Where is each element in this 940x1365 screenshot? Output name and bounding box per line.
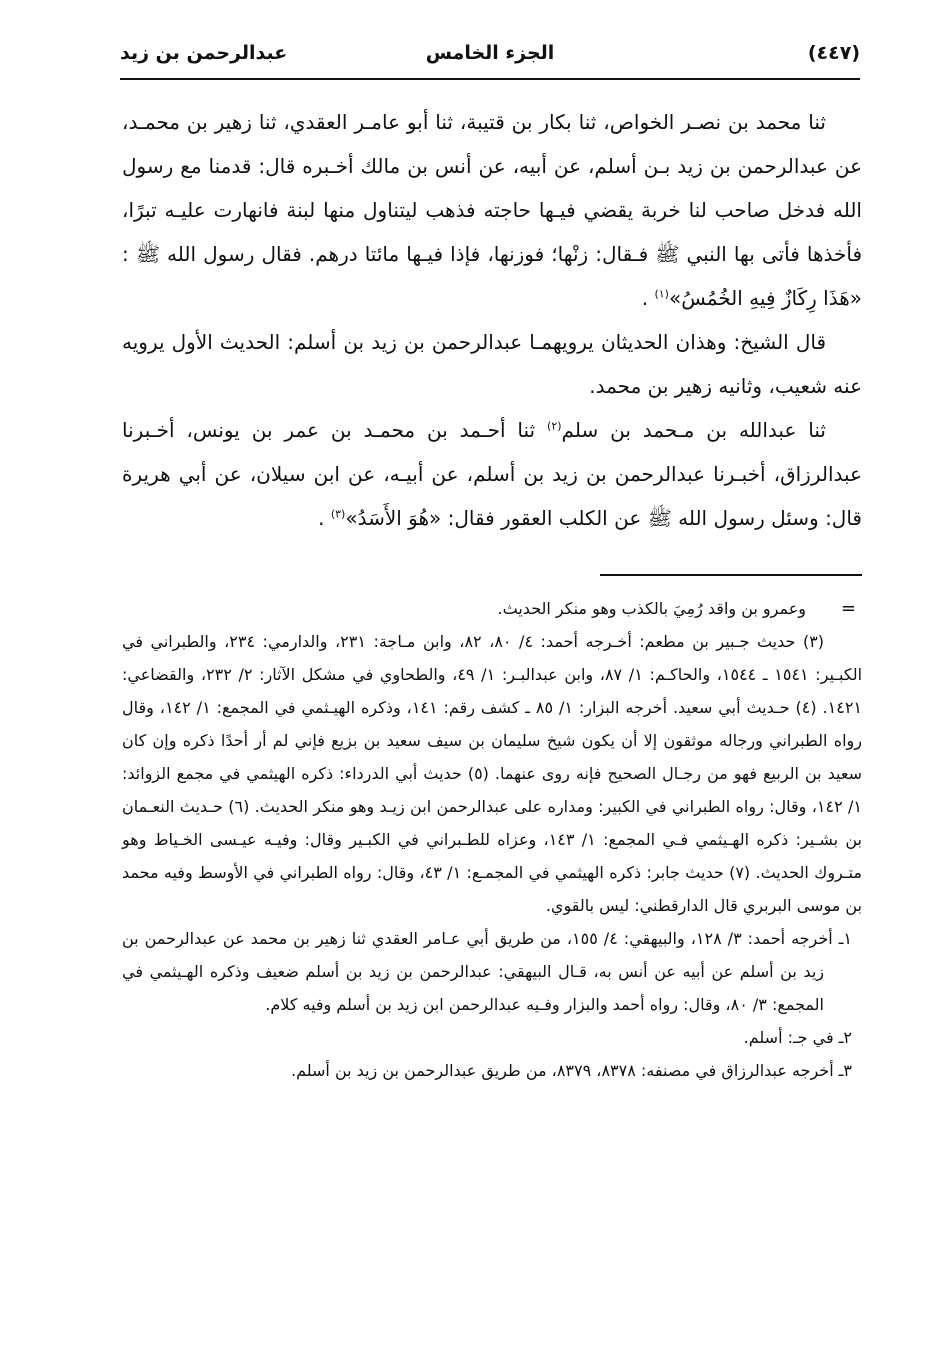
hadith-paragraph-1: ثنا محمد بن نصـر الخواص، ثنا بكار بن قتيبة، ثنا أبو عامـر العقدي، ثنا زهير بن محمـد، عن عبدالرحمن بن زيد بـن أسلم، عن أبيه، عن أنس بن مالك أخـبره قال: قدمنا مع رسول الله فدخل صاحب لنا خربة يقضي فيـها حاجته فذهب ليتناول منها لبنة فانهارت عليـه تبرًا، فأخذها فأتى بها النبي ﷺ فـقال: زنْها؛ فوزنها، فإذا فيـها مائتا درهم. فقال رسول الله ﷺ : «هَذَا رِكَازٌ فِيهِ الخُمُسُ»$^{(١)}$ . <box>122 110 862 310</box>
footnotes <box>122 592 862 1087</box>
footnote-divider <box>600 574 862 576</box>
footnote-ref-3: (٣) <box>330 507 346 521</box>
page-number: (٤٤٧) <box>807 42 860 64</box>
hadith-2-chain-start: ثنا عبدالله بن مـحمد بن سلم <box>561 418 826 442</box>
page-header <box>120 38 860 86</box>
hadith-paragraph-2: ثنا عبدالله بن مـحمد بن سلم$^{(٢)}$ ثنا أحـمد بن محمـد بن عمر بن يونس، أخـبرنا عبدالرزاق، أخبـرنا عبدالرحمن بن زيد بن أسلم، عن أبيـه، عن ابن سيلان، عن أبي هريرة قال: وسئل رسول الله ﷺ عن الكلب العقور فقال: «هُوَ الأَسَدُ»$^{(٣)}$ . <box>122 418 862 530</box>
footnote-2: ٢ـ في جـ: أسلم. <box>743 1028 852 1047</box>
header-divider <box>120 78 860 80</box>
hadith-1-text: ثنا محمد بن نصـر الخواص، ثنا بكار بن قتيبة، ثنا أبو عامـر العقدي، ثنا زهير بن محمـد، عن عبدالرحمن بن زيد بـن أسلم، عن أبيه، عن أنس بن مالك أخـبره قال: قدمنا مع رسول الله فدخل صاحب لنا خربة يقضي فيـها حاجته فذهب ليتناول منها لبنة فانهارت عليـه تبرًا، فأخذها فأتى بها النبي ﷺ فـقال: زنْها؛ فوزنها، فإذا فيـها مائتا درهم. فقال رسول الله ﷺ : «هَذَا رِكَازٌ فِيهِ الخُمُسُ» <box>122 110 862 310</box>
footnote-ref-2: (٢) <box>547 419 562 433</box>
main-text <box>122 100 862 540</box>
volume-title: الجزء الخامس <box>425 42 555 64</box>
sheikh-comment-paragraph: قال الشيخ: وهذان الحديثان يرويهمـا عبدالرحمن بن زيد بن أسلم: الحديث الأول يرويه عنه شعيب، وثانيه زهير بن محمد. <box>122 330 862 398</box>
previous-page-notes: (٣) حديث جـبير بن مطعم: أخـرجه أحمد: ٤/ ٨٠، ٨٢، وابن مـاجة: ٢٣١، والدارمي: ٢٣٤، والطبراني في الكبـير: ١٥٤١ ـ ١٥٤٤، والحاكـم: ١/ ٨٧، وابن عبدالبـر: ١/ ٤٩، والطحاوي في مشكل الآثار: ٢/ ٢٣٢، والقضاعي: ١٤٢١. (٤) حـديث أبي سعيد. أخرجه البزار: ١/ ٨٥ ـ كشف رقم: ١٤١، وذكره الهيـثمي في المجمع: ١/ ١٤٢، وقال رواه الطبراني ورجاله موثقون إلا أن يكون شيخ سليمان بن سيف سعيد بن بزيع فإني لم أر أحدًا ذكره وإن كان سعيد بن الربيع فهو من رجـال الصحيح فإنه روى عنهما. (٥) حديث أبي الدرداء: ذكره الهيثمي في مجمع الزوائد: ١/ ١٤٢، وقال: رواه الطبراني في الكبير: ومداره على عبدالرحمن ابن زيـد وهو منكر الحديث. (٦) حـديث النعـمان بن بشـير: ذكره الهـيثمي فـي المجمع: ١/ ١٤٣، وعزاه للطـبراني في الكبـير وقال: وفيـه عيـسى الخـياط وهو متـروك الحديث. (٧) حديث جابر: ذكره الهيثمي في المجمـع: ١/ ٤٣، وقال: رواه الطبراني في الأوسط وفيه محمد بن موسى البربري قال الدارقطني: ليس بالقوي. <box>122 632 863 915</box>
continuation-mark: = <box>840 598 856 619</box>
continuation-text: وعمرو بن واقد رُمِيَ بالكذب وهو منكر الحديث. <box>497 599 806 618</box>
footnote-ref-1: (١) <box>654 287 669 301</box>
footnote-continuation <box>122 592 862 625</box>
hadith-2-text: ثنا أحـمد بن محمـد بن عمر بن يونس، أخـبرنا عبدالرزاق، أخبـرنا عبدالرحمن بن زيد بن أسلم، عن أبيـه، عن ابن سيلان، عن أبي هريرة قال: وسئل رسول الله ﷺ عن الكلب العقور فقال: «هُوَ الأَسَدُ» <box>122 418 862 530</box>
section-title: عبدالرحمن بن زيد <box>120 42 288 64</box>
footnote-3: ٣ـ أخرجه عبدالرزاق في مصنفه: ٨٣٧٨، ٨٣٧٩، من طريق عبدالرحمن بن زيد بن أسلم. <box>290 1061 852 1080</box>
footnote-1: ١ـ أخرجه أحمد: ٣/ ١٢٨، والبيهقي: ٤/ ١٥٥، من طريق أبي عـامر العقدي ثنا زهير بن محمد عن عبدالرحمن بن زيد بن أسلم عن أبيه عن أنس به، قـال البيهقي: عبدالرحمن بن زيد بن أسلم ضعيف وذكره الهـيثمي في المجمع: ٣/ ٨٠، وقال: رواه أحمد والبزار وفـيه عبدالرحمن ابن زيد بن أسلم وفيه كلام. <box>122 929 853 1014</box>
